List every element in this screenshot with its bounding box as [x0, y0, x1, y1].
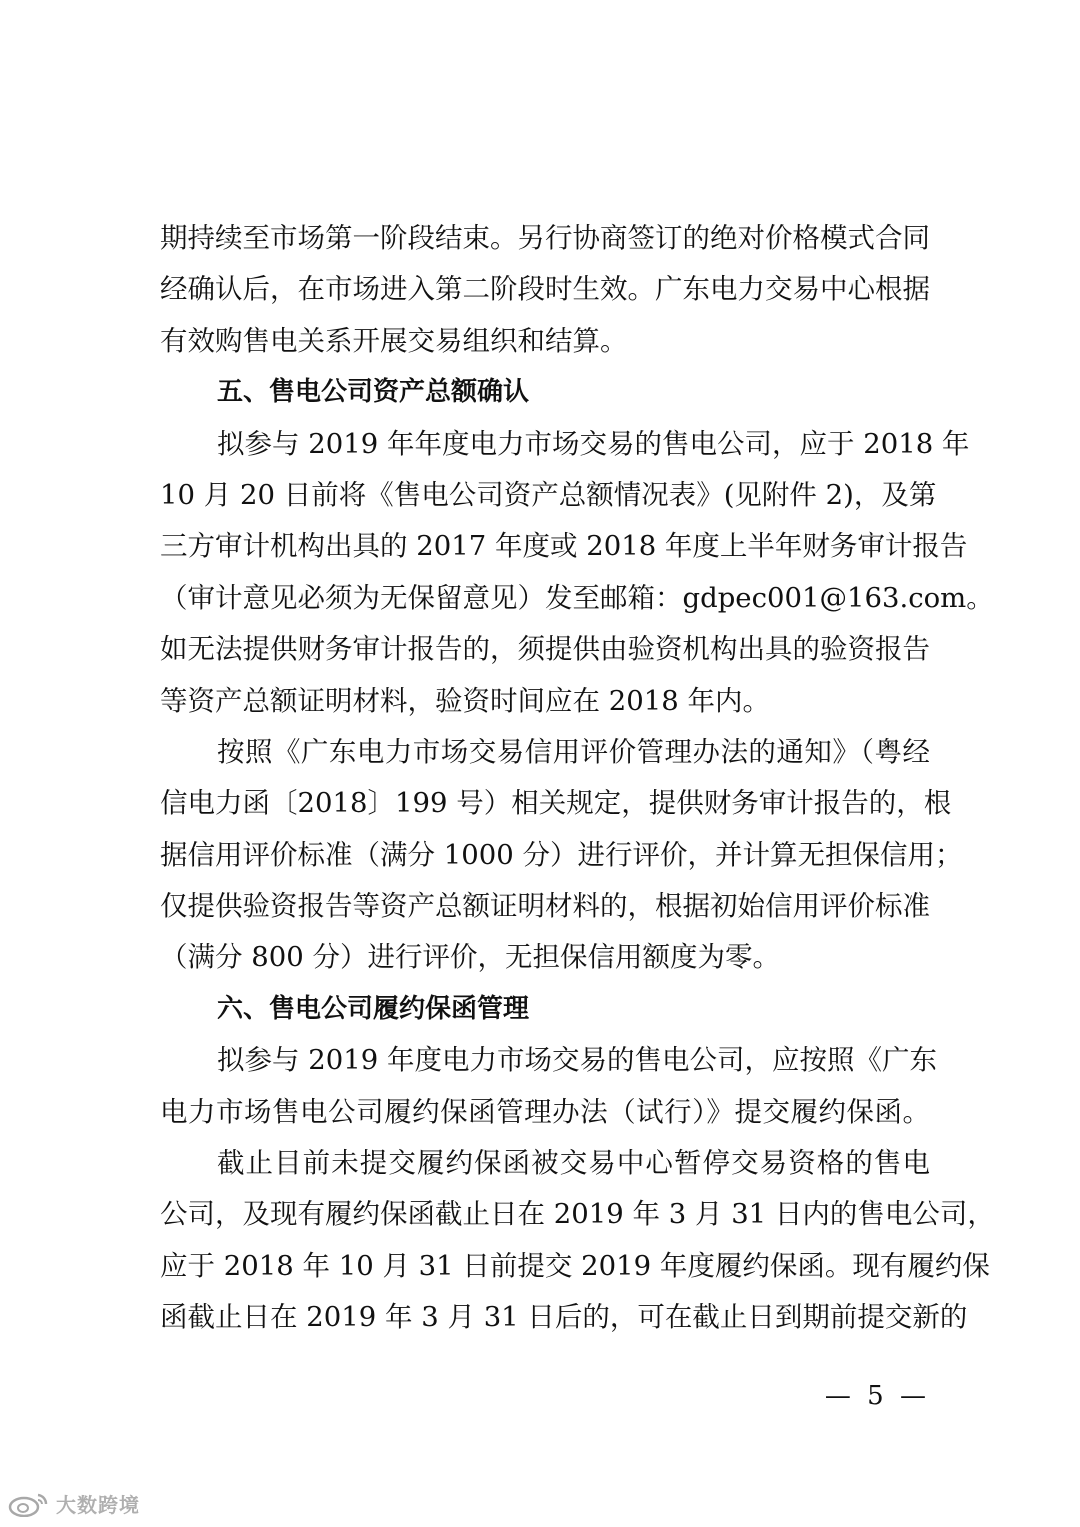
text-line: 等资产总额证明材料，验资时间应在 2018 年内。 — [160, 684, 770, 717]
text-line: 有效购售电关系开展交易组织和结算。 — [160, 324, 628, 357]
weibo-logo-icon — [8, 1491, 50, 1517]
text-line: 10 月 20 日前将《售电公司资产总额情况表》(见附件 2)，及第 — [160, 478, 937, 511]
text-line: 公司，及现有履约保函截止日在 2019 年 3 月 31 日内的售电公司， — [160, 1198, 995, 1231]
text-line: 三方审计机构出具的 2017 年度或 2018 年度上半年财务审计报告 — [160, 530, 968, 563]
text-line: 期持续至市场第一阶段结束。另行协商签订的绝对价格模式合同 — [160, 222, 930, 254]
page-number: — 5 — — [824, 1381, 930, 1411]
text-line: 应于 2018 年 10 月 31 日前提交 2019 年度履约保函。现有履约保 — [160, 1249, 990, 1282]
text-line: 经确认后，在市场进入第二阶段时生效。广东电力交易中心根据 — [160, 273, 930, 306]
document-body — [160, 213, 995, 1344]
text-line: 拟参与 2019 年度电力市场交易的售电公司，应按照《广东 — [217, 1044, 937, 1077]
section-heading: 六、售电公司履约保函管理 — [217, 993, 530, 1024]
watermark — [8, 1489, 140, 1518]
watermark-text: 大数跨境 — [56, 1493, 140, 1517]
text-line: 拟参与 2019 年年度电力市场交易的售电公司，应于 2018 年 — [217, 427, 970, 460]
text-line: （满分 800 分）进行评价，无担保信用额度为零。 — [160, 941, 780, 974]
text-line: （审计意见必须为无保留意见）发至邮箱：gdpec001@163.com。 — [160, 581, 994, 614]
text-line: 截止目前未提交履约保函被交易中心暂停交易资格的售电 — [217, 1147, 930, 1180]
text-line: 按照《广东电力市场交易信用评价管理办法的通知》（粤经 — [217, 735, 930, 768]
text-line: 信电力函〔2018〕199 号）相关规定，提供财务审计报告的，根 — [160, 787, 952, 820]
text-line: 函截止日在 2019 年 3 月 31 日后的，可在截止日到期前提交新的 — [160, 1301, 968, 1334]
text-line: 电力市场售电公司履约保函管理办法（试行）》提交履约保函。 — [160, 1095, 930, 1128]
text-line: 仅提供验资报告等资产总额证明材料的，根据初始信用评价标准 — [160, 890, 930, 923]
section-heading: 五、售电公司资产总额确认 — [217, 377, 530, 408]
text-line: 据信用评价标准（满分 1000 分）进行评价，并计算无担保信用； — [160, 838, 963, 871]
text-line: 如无法提供财务审计报告的，须提供由验资机构出具的验资报告 — [160, 633, 930, 666]
